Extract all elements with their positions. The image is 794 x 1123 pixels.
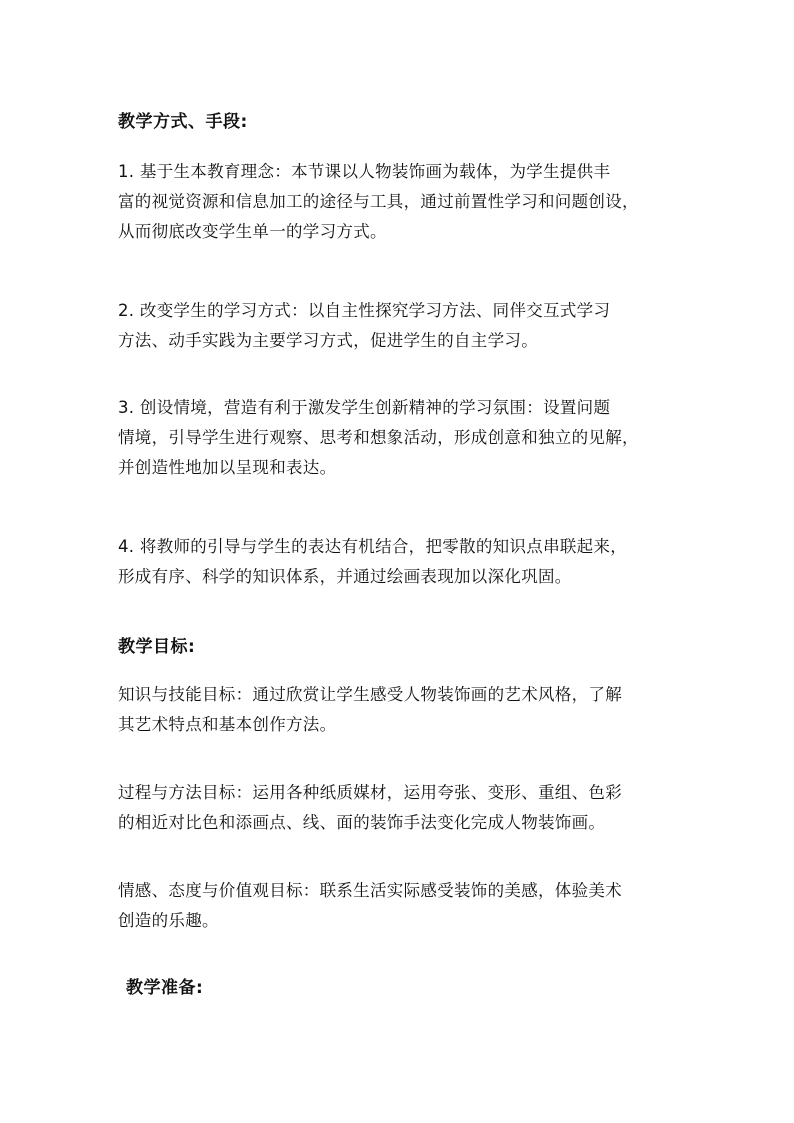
- methods-item-4-line-2: 形成有序、科学的知识体系，并通过绘画表现加以深化巩固。: [118, 567, 572, 586]
- goals-item-2-line-1: 过程与方法目标：运用各种纸质媒材，运用夸张、变形、重组、色彩: [118, 783, 622, 802]
- methods-item-3-line-2: 情境，引导学生进行观察、思考和想象活动，形成创意和独立的见解，: [118, 428, 639, 447]
- prep-heading: 教学准备:: [126, 978, 204, 998]
- methods-item-1: [118, 157, 678, 247]
- methods-item-1-line-2: 富的视觉资源和信息加工的途径与工具，通过前置性学习和问题创设，: [118, 192, 639, 211]
- goals-item-3-line-1: 情感、态度与价值观目标：联系生活实际感受装饰的美感，体验美术: [118, 881, 622, 900]
- methods-item-2-line-2: 方法、动手实践为主要学习方式，促进学生的自主学习。: [118, 331, 538, 350]
- goals-item-3-line-2: 创造的乐趣。: [118, 911, 219, 930]
- goals-item-2: [118, 778, 678, 838]
- goals-item-2-line-2: 的相近对比色和添画点、线、面的装饰手法变化完成人物装饰画。: [118, 813, 606, 832]
- goals-item-1: [118, 680, 678, 740]
- goals-heading: 教学目标:: [118, 637, 196, 657]
- methods-item-2: [118, 296, 678, 356]
- methods-item-1-line-1: 1. 基于生本教育理念：本节课以人物装饰画为载体，为学生提供丰: [118, 162, 611, 181]
- goals-item-1-line-1: 知识与技能目标：通过欣赏让学生感受人物装饰画的艺术风格，了解: [118, 685, 622, 704]
- methods-item-2-line-1: 2. 改变学生的学习方式：以自主性探究学习方法、同伴交互式学习: [118, 301, 611, 320]
- methods-item-4: [118, 532, 678, 592]
- methods-item-3: [118, 393, 678, 483]
- methods-item-3-line-3: 并创造性地加以呈现和表达。: [118, 458, 337, 477]
- methods-item-3-line-1: 3. 创设情境，营造有利于激发学生创新精神的学习氛围：设置问题: [118, 398, 611, 417]
- methods-item-1-line-3: 从而彻底改变学生单一的学习方式。: [118, 222, 387, 241]
- goals-item-3: [118, 876, 678, 936]
- methods-heading: 教学方式、手段:: [118, 112, 248, 132]
- methods-item-4-line-1: 4. 将教师的引导与学生的表达有机结合，把零散的知识点串联起来，: [118, 537, 628, 556]
- goals-item-1-line-2: 其艺术特点和基本创作方法。: [118, 715, 337, 734]
